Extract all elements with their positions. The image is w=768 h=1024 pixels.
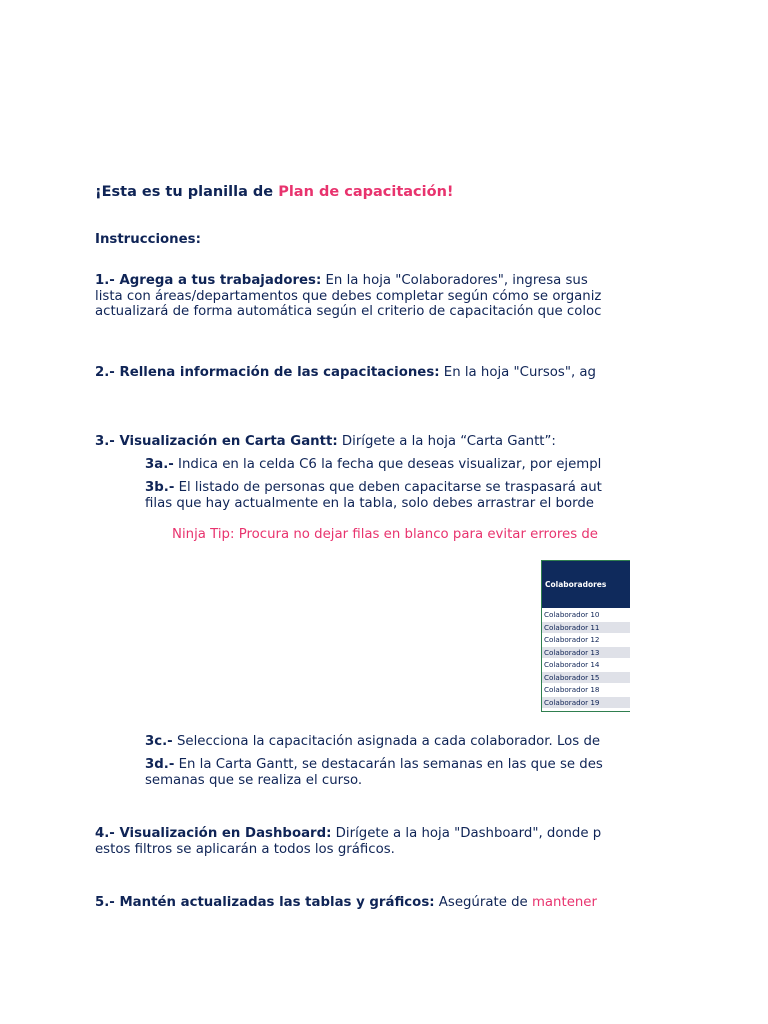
step4-line1 [95, 826, 601, 842]
step5-text: Asegúrate de [434, 895, 532, 910]
table-header-label: Colaboradores [545, 580, 607, 589]
step3-text: Dirígete a la hoja “Carta Gantt”: [337, 434, 556, 449]
step4-text: Dirígete a la hoja "Dashboard", donde p [331, 826, 602, 841]
step3d-label: 3d.- [145, 757, 175, 772]
table-header [542, 561, 630, 608]
step1-text: En la hoja "Colaboradores", ingresa sus [321, 273, 588, 288]
step3c-label: 3c.- [145, 734, 173, 749]
step1-line3: actualizará de forma automática según el criterio de capacitación que coloc [95, 304, 602, 319]
step4-line2: estos filtros se aplicarán a todos los gráficos. [95, 842, 395, 857]
step2-line [95, 365, 596, 381]
step1-line2: lista con áreas/departamentos que debes completar según cómo se organiz [95, 289, 602, 304]
step3b-line1 [145, 480, 602, 496]
step2-text: En la hoja "Cursos", ag [439, 365, 596, 380]
step3d-line2: semanas que se realiza el curso. [145, 773, 363, 788]
title-highlight: Plan de capacitación! [278, 184, 454, 200]
instructions-label: Instrucciones: [95, 232, 201, 247]
step3d-text: En la Carta Gantt, se destacarán las semanas en las que se des [174, 757, 603, 772]
step5-line [95, 895, 597, 911]
step3a-line [145, 457, 601, 473]
page-title [95, 185, 454, 201]
ninja-tip: Ninja Tip: Procura no dejar filas en blanco para evitar errores de [172, 527, 598, 542]
step3b-line2: filas que hay actualmente en la tabla, solo debes arrastrar el borde [145, 496, 594, 511]
colaboradores-table-image [541, 560, 630, 712]
table-row: Colaborador 13 [542, 647, 630, 660]
table-row: Colaborador 14 [542, 659, 630, 672]
step4-label: 4.- Visualización en Dashboard: [95, 826, 332, 841]
step3a-label: 3a.- [145, 457, 174, 472]
step3b-label: 3b.- [145, 480, 175, 495]
table-row: Colaborador 10 [542, 609, 630, 622]
step3-label: 3.- Visualización en Carta Gantt: [95, 434, 338, 449]
step3c-line [145, 734, 600, 750]
title-prefix: ¡Esta es tu planilla de [95, 184, 279, 200]
step5-highlight: mantener [531, 895, 597, 910]
table-row: Colaborador 12 [542, 634, 630, 647]
step3b-text: El listado de personas que deben capacitarse se traspasará aut [174, 480, 602, 495]
step3c-text: Selecciona la capacitación asignada a cada colaborador. Los de [172, 734, 601, 749]
step2-label: 2.- Rellena información de las capacitaciones: [95, 365, 440, 380]
table-row: Colaborador 18 [542, 684, 630, 697]
table-row: Colaborador 11 [542, 622, 630, 635]
step5-label: 5.- Mantén actualizadas las tablas y gráficos: [95, 895, 435, 910]
table-row: Colaborador 19 [542, 697, 630, 710]
table-row: Colaborador 15 [542, 672, 630, 685]
step3d-line1 [145, 757, 603, 773]
step3-line [95, 434, 556, 450]
table-rows [542, 609, 630, 709]
step1-label: 1.- Agrega a tus trabajadores: [95, 273, 322, 288]
step3a-text: Indica en la celda C6 la fecha que deseas visualizar, por ejempl [173, 457, 602, 472]
step1-line1 [95, 273, 588, 289]
